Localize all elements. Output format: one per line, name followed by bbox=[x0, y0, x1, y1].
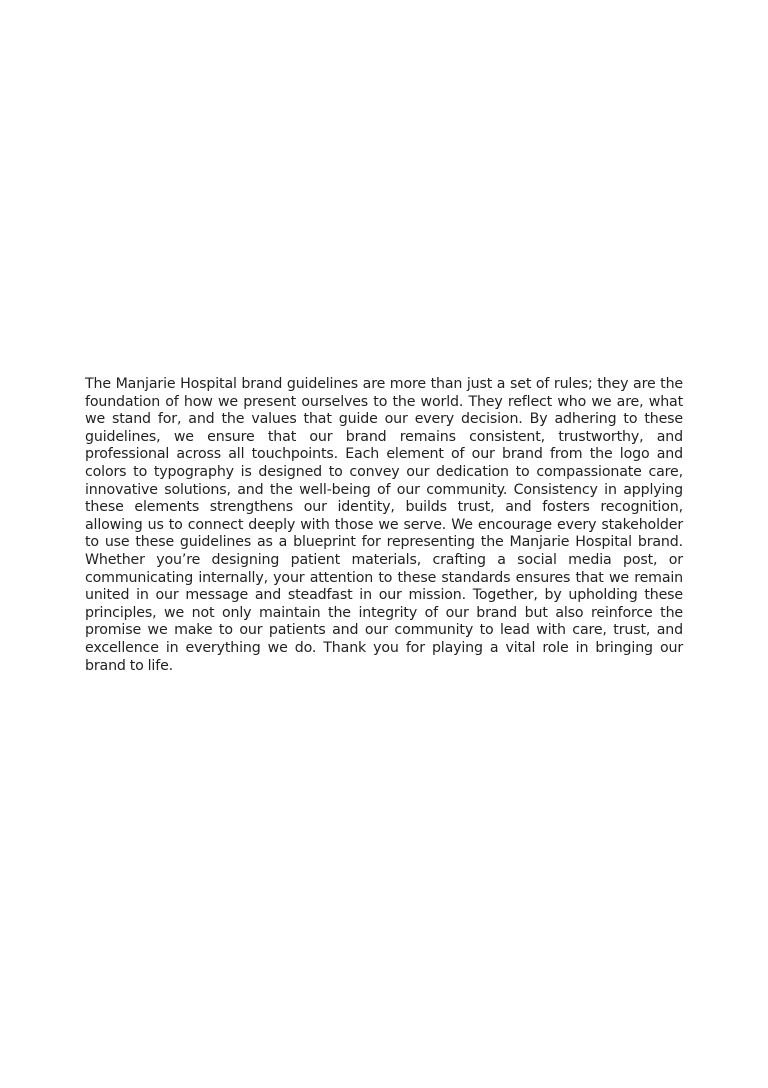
brand-guidelines-paragraph: The Manjarie Hospital brand guidelines are more than just a set of rules; they are the foundation of how we present ourselves to the world. They reflect who we are, what we stand for, and the values that guide our every decision. By adhering to these guidelines, we ensure that our brand remains consistent, trustworthy, and professional across all touchpoints. Each element of our brand from the logo and colors to typography is designed to convey our dedication to compassionate care, innovative solutions, and the well-being of our community. Consistency in applying these elements strengthens our identity, builds trust, and fosters recognition, allowing us to connect deeply with those we serve. We encourage every stakeholder to use these guidelines as a blueprint for representing the Manjarie Hospital brand. Whether you’re designing patient materials, crafting a social media post, or communicating internally, your attention to these standards ensures that we remain united in our message and steadfast in our mission. Together, by upholding these principles, we not only maintain the integrity of our brand but also reinforce the promise we make to our patients and our community to lead with care, trust, and excellence in everything we do. Thank you for playing a vital role in bringing our brand to life. bbox=[85, 376, 683, 674]
